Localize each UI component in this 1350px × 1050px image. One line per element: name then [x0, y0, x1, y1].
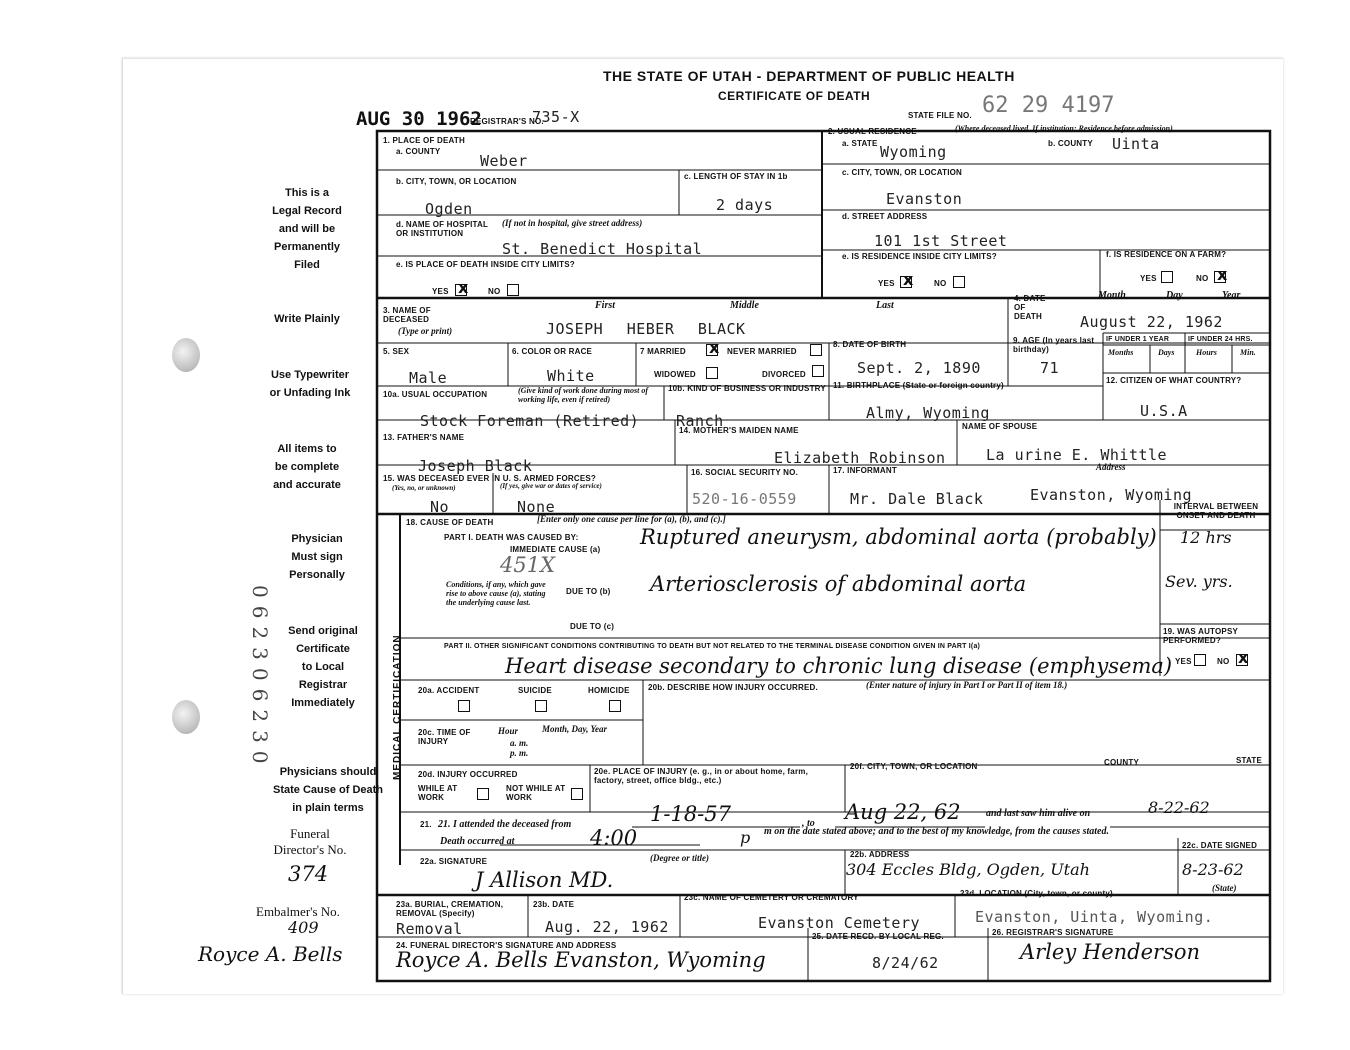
- typewriter-line: Use Typewriter: [270, 369, 350, 381]
- hospital-note: (If not in hospital, give street address): [502, 218, 643, 228]
- due-b-value: Arteriosclerosis of abdominal aorta: [650, 572, 1027, 596]
- father-label: 13. FATHER'S NAME: [383, 433, 465, 442]
- armed-forces-label: 15. WAS DECEASED EVER IN U. S. ARMED FORCES?: [383, 474, 596, 483]
- res-inside-no-checkbox[interactable]: [953, 276, 965, 288]
- autopsy-yes-checkbox[interactable]: [1194, 654, 1206, 666]
- married-label: 7 MARRIED: [640, 347, 686, 356]
- suicide-label: SUICIDE: [518, 686, 552, 695]
- informant-address-label: Address: [1096, 462, 1126, 472]
- res-state-value: Wyoming: [880, 143, 947, 161]
- legal-line: Permanently: [273, 241, 341, 253]
- state-file-number: 62 29 4197: [982, 93, 1115, 118]
- funeral-director-signature-label: 24. FUNERAL DIRECTOR'S SIGNATURE AND ADDRESS: [396, 941, 617, 950]
- residence-label: 2. USUAL RESIDENCE: [828, 127, 917, 136]
- birth-label: 8. DATE OF BIRTH: [833, 340, 907, 349]
- embalmer-number: 409: [288, 918, 319, 937]
- place-of-injury-label: 20e. PLACE OF INJURY (e. g., in or about home, farm, factory, street, office bldg., etc.): [594, 767, 808, 785]
- send-line: Registrar: [298, 679, 348, 691]
- embalmer-label: Embalmer's No.: [256, 904, 340, 919]
- last-seen-label: and last saw him alive on: [986, 808, 1091, 819]
- farm-no-label: NO: [1196, 274, 1209, 283]
- informant-label: 17. INFORMANT: [833, 466, 897, 475]
- armed-value: No: [430, 498, 450, 516]
- death-inside-yes-label: YES: [432, 287, 449, 296]
- funeral-label-line: Funeral: [290, 826, 330, 841]
- complete-line: All items to: [277, 443, 337, 455]
- send-line: Immediately: [291, 697, 355, 709]
- physician-line: Must sign: [291, 551, 343, 563]
- farm-label: f. IS RESIDENCE ON A FARM?: [1106, 250, 1227, 259]
- death-city-value: Ogden: [425, 200, 473, 218]
- side-signature: Royce A. Bells: [198, 942, 343, 966]
- occupation-note: (Give kind of work done during most of working life, even if retired): [518, 386, 649, 404]
- farm-no-mark: x: [1217, 265, 1228, 284]
- accident-label: 20a. ACCIDENT: [418, 686, 480, 695]
- due-c-label: DUE TO (c): [570, 622, 615, 631]
- burial-label: 23a. BURIAL, CREMATION, REMOVAL (Specify): [396, 900, 504, 918]
- business-label: 10b. KIND OF BUSINESS OR INDUSTRY: [668, 384, 826, 393]
- months-label: Months: [1108, 348, 1134, 357]
- injury-city-label: 20f. CITY, TOWN, OR LOCATION: [850, 762, 978, 771]
- death-inside-no-label: NO: [488, 287, 501, 296]
- hospital-label: d. NAME OF HOSPITAL OR INSTITUTION: [396, 220, 488, 238]
- hour-label: Hour: [498, 726, 519, 736]
- registrar-signature: Arley Henderson: [1020, 940, 1201, 964]
- res-inside-yes-mark: x: [903, 270, 914, 289]
- occupation-label: 10a. USUAL OCCUPATION: [383, 390, 488, 399]
- funeral-director-number: 374: [288, 862, 329, 886]
- homicide-label: HOMICIDE: [588, 686, 630, 695]
- registrar-signature-label: 26. REGISTRAR'S SIGNATURE: [992, 928, 1114, 937]
- deceased-name-value: JOSEPH HEBER BLACK: [546, 320, 746, 338]
- ssn-value: 520-16-0559: [692, 490, 797, 508]
- place-of-death-label: 1. PLACE OF DEATH: [383, 136, 465, 145]
- farm-yes-label: YES: [1140, 274, 1157, 283]
- immediate-cause-label: IMMEDIATE CAUSE (a): [510, 545, 601, 554]
- complete-line: be complete: [274, 461, 340, 473]
- location-state-label: (State): [1212, 883, 1237, 893]
- first-label: First: [595, 300, 616, 311]
- write-plainly-note: Write Plainly: [274, 313, 340, 325]
- physician-line: Personally: [289, 569, 345, 581]
- registrar-label: REGISTRAR'S NO.: [470, 117, 544, 126]
- armed-note-2: (If yes, give war or dates of service): [500, 482, 602, 490]
- dod-day-label: Day: [1166, 290, 1183, 301]
- autopsy-no-mark: x: [1238, 648, 1249, 667]
- location-value: Evanston, Uinta, Wyoming.: [975, 908, 1214, 926]
- icd-code: 451X: [500, 553, 556, 577]
- injury-desc-label: 20b. DESCRIBE HOW INJURY OCCURRED.: [648, 683, 818, 692]
- due-b-label: DUE TO (b): [566, 587, 611, 596]
- registrar-number: 735-X: [532, 108, 580, 126]
- death-county-value: Weber: [480, 152, 528, 170]
- armed-note-1: (Yes, no, or unknown): [392, 484, 456, 492]
- burial-date-label: 23b. DATE: [533, 900, 575, 909]
- citizen-value: U.S.A: [1140, 402, 1188, 420]
- birthplace-value: Almy, Wyoming: [866, 404, 990, 422]
- under1-label: IF UNDER 1 YEAR: [1106, 336, 1170, 343]
- res-city-value: Evanston: [886, 190, 963, 208]
- complete-line: and accurate: [273, 479, 341, 491]
- cause-of-death-label: 18. CAUSE OF DEATH: [406, 518, 494, 527]
- suicide-checkbox[interactable]: [535, 700, 547, 712]
- date-of-death-value: August 22, 1962: [1080, 313, 1223, 331]
- funeral-director-signature: Royce A. Bells Evanston, Wyoming: [396, 948, 766, 972]
- date-signed-value: 8-23-62: [1182, 860, 1244, 879]
- send-line: to Local: [301, 661, 345, 673]
- attendance-statement: m on the date stated above; and to the best of my knowledge, from the causes stated.: [764, 826, 1109, 837]
- death-pm-value: p: [740, 828, 751, 847]
- armed-service-value: None: [517, 498, 556, 516]
- ssn-label: 16. SOCIAL SECURITY NO.: [691, 468, 798, 477]
- cause-note-line: State Cause of Death: [272, 784, 384, 796]
- res-inside-yes-label: YES: [878, 279, 895, 288]
- funeral-label-line: Director's No.: [273, 842, 347, 857]
- age-value: 71: [1040, 359, 1060, 377]
- deceased-name-note: (Type or print): [398, 326, 453, 336]
- to-label: , to: [802, 818, 815, 829]
- res-street-label: d. STREET ADDRESS: [842, 212, 928, 221]
- citizen-label: 12. CITIZEN OF WHAT COUNTRY?: [1106, 376, 1242, 385]
- dod-year-label: Year: [1222, 290, 1241, 301]
- last-seen-value: 8-22-62: [1148, 798, 1210, 817]
- while-at-work-label: WHILE AT WORK: [418, 784, 458, 802]
- cause-note-line: Physicians should: [279, 766, 377, 778]
- part1-label: PART I. DEATH WAS CAUSED BY:: [444, 533, 579, 542]
- certificate-title: THE STATE OF UTAH - DEPARTMENT OF PUBLIC HEALTH: [603, 68, 1015, 84]
- degree-label: (Degree or title): [650, 853, 709, 863]
- death-time-value: 4:00: [590, 826, 638, 850]
- while-at-work-checkbox[interactable]: [477, 788, 489, 800]
- time-of-injury-label: 20c. TIME OF INJURY: [418, 728, 471, 746]
- attended-to-value: Aug 22, 62: [845, 800, 961, 824]
- injury-county-label: COUNTY: [1104, 758, 1139, 767]
- birthplace-label: 11. BIRTHPLACE (State or foreign country): [833, 381, 1004, 390]
- state-file-label: STATE FILE NO.: [908, 111, 972, 120]
- residence-note: (Where deceased lived. If institution: Residence before admission): [955, 124, 1173, 133]
- death-inside-yes-mark: x: [458, 278, 469, 297]
- father-value: Joseph Black: [418, 457, 533, 475]
- location-label: 23d. LOCATION (City, town, or county): [960, 889, 1113, 898]
- res-inside-city-label: e. IS RESIDENCE INSIDE CITY LIMITS?: [842, 252, 997, 261]
- interval-b-value: Sev. yrs.: [1165, 572, 1233, 591]
- interval-a-value: 12 hrs: [1180, 528, 1232, 547]
- city-label: b. CITY, TOWN, OR LOCATION: [396, 177, 517, 186]
- divorced-label: DIVORCED: [762, 370, 806, 379]
- attended-number: 21.: [420, 820, 432, 829]
- res-state-label: a. STATE: [842, 139, 878, 148]
- widowed-label: WIDOWED: [654, 370, 696, 379]
- interval-label: INTERVAL BETWEEN ONSET AND DEATH: [1173, 502, 1259, 520]
- min-label: Min.: [1240, 348, 1256, 357]
- occupation-value: Stock Foreman (Retired): [420, 412, 640, 430]
- injury-occurred-label: 20d. INJURY OCCURRED: [418, 770, 518, 779]
- res-city-label: c. CITY, TOWN, OR LOCATION: [842, 168, 963, 177]
- middle-label: Middle: [730, 300, 759, 311]
- dod-month-label: Month: [1098, 290, 1126, 301]
- mother-value: Elizabeth Robinson: [774, 449, 946, 467]
- date-of-death-label: 4. DATE OF DEATH: [1014, 294, 1046, 321]
- age-label: 9. AGE (In years last birthday): [1013, 336, 1095, 354]
- typewriter-line: or Unfading Ink: [269, 387, 351, 399]
- mother-label: 14. MOTHER'S MAIDEN NAME: [679, 426, 799, 435]
- never-married-label: NEVER MARRIED: [727, 347, 797, 356]
- last-label: Last: [876, 300, 894, 311]
- date-received-label: 25. DATE RECD. BY LOCAL REG.: [812, 932, 944, 941]
- death-inside-no-checkbox[interactable]: [507, 284, 519, 296]
- days-label: Days: [1158, 348, 1175, 357]
- divorced-checkbox[interactable]: [812, 365, 824, 377]
- am-pm-label: a. m. p. m.: [510, 738, 529, 758]
- date-stamp: AUG 30 1962: [356, 108, 482, 130]
- attended-label: 21. I attended the deceased from: [438, 819, 572, 830]
- spouse-label: NAME OF SPOUSE: [962, 422, 1038, 431]
- birth-value: Sept. 2, 1890: [857, 359, 981, 377]
- signature-label: 22a. SIGNATURE: [420, 857, 488, 866]
- certificate-subtitle: CERTIFICATE OF DEATH: [718, 89, 871, 103]
- date-signed-label: 22c. DATE SIGNED: [1182, 841, 1258, 850]
- widowed-checkbox[interactable]: [706, 367, 718, 379]
- res-county-label: b. COUNTY: [1048, 139, 1093, 148]
- physician-line: Physician: [291, 533, 343, 545]
- physician-address-label: 22b. ADDRESS: [850, 850, 910, 859]
- death-occurred-label: Death occurred at: [440, 836, 515, 847]
- business-value: Ranch: [676, 412, 724, 430]
- legal-line: Filed: [294, 259, 320, 271]
- burial-value: Removal: [396, 920, 463, 938]
- injury-state-label: STATE: [1236, 756, 1263, 765]
- under24-label: IF UNDER 24 HRS.: [1188, 336, 1253, 343]
- cause-of-death-note: [Enter only one cause per line for (a), (b), and (c).]: [537, 514, 726, 524]
- legal-line: This is a: [284, 187, 330, 199]
- burial-date-value: Aug. 22, 1962: [545, 918, 669, 936]
- autopsy-label: 19. WAS AUTOPSY PERFORMED?: [1163, 627, 1238, 645]
- part2-value: Heart disease secondary to chronic lung disease (emphysema): [505, 654, 1173, 678]
- spouse-value: La urine E. Whittle: [986, 446, 1168, 464]
- mdy-label: Month, Day, Year: [542, 724, 608, 734]
- accident-checkbox[interactable]: [458, 700, 470, 712]
- informant-address-value: Evanston, Wyoming: [1030, 486, 1193, 504]
- never-married-checkbox[interactable]: [810, 344, 822, 356]
- part2-label: PART II. OTHER SIGNIFICANT CONDITIONS CONTRIBUTING TO DEATH BUT NOT RELATED TO THE TERMINAL DISEASE CONDITION GIVEN IN PART I(a): [444, 643, 981, 650]
- not-while-label: NOT WHILE AT WORK: [506, 784, 566, 802]
- conditions-note: Conditions, if any, which gave rise to above cause (a), stating the underlying cause last.: [446, 580, 546, 607]
- autopsy-yes-label: YES: [1175, 657, 1192, 666]
- county-label: a. COUNTY: [396, 147, 441, 156]
- race-label: 6. COLOR OR RACE: [512, 347, 593, 356]
- legal-line: and will be: [278, 223, 336, 235]
- hospital-value: St. Benedict Hospital: [502, 240, 703, 258]
- physician-address-value: 304 Eccles Bldg, Ogden, Utah: [846, 860, 1090, 879]
- injury-desc-note: (Enter nature of injury in Part I or Part II of item 18.): [866, 680, 1068, 690]
- death-inside-city-label: e. IS PLACE OF DEATH INSIDE CITY LIMITS?: [396, 260, 575, 269]
- hours-label: Hours: [1196, 348, 1217, 357]
- res-street-value: 101 1st Street: [874, 232, 1008, 250]
- medical-certification-label: MEDICAL CERTIFICATION: [392, 634, 403, 780]
- stay-label: c. LENGTH OF STAY IN 1b: [684, 172, 788, 181]
- informant-value: Mr. Dale Black: [850, 490, 984, 508]
- physician-signature: J Allison MD.: [475, 868, 614, 892]
- married-mark: x: [709, 338, 720, 357]
- farm-yes-checkbox[interactable]: [1161, 271, 1173, 283]
- attended-from-value: 1-18-57: [650, 802, 731, 826]
- cemetery-value: Evanston Cemetery: [758, 914, 921, 932]
- res-county-value: Uinta: [1112, 135, 1160, 153]
- send-line: Send original: [288, 625, 358, 637]
- stay-value: 2 days: [716, 196, 774, 214]
- race-value: White: [547, 367, 595, 385]
- sex-label: 5. SEX: [383, 347, 410, 356]
- not-while-checkbox[interactable]: [571, 788, 583, 800]
- legal-line: Legal Record: [272, 205, 342, 217]
- vertical-file-number: 062306230: [248, 585, 272, 772]
- res-inside-no-label: NO: [934, 279, 947, 288]
- date-received-value: 8/24/62: [872, 954, 939, 972]
- cemetery-label: 23c. NAME OF CEMETERY OR CREMATORY: [684, 893, 859, 902]
- send-line: Certificate: [296, 643, 350, 655]
- cause-note-line: in plain terms: [292, 802, 364, 814]
- homicide-checkbox[interactable]: [609, 700, 621, 712]
- immediate-cause-value: Ruptured aneurysm, abdominal aorta (probably): [640, 525, 1157, 549]
- autopsy-no-label: NO: [1217, 657, 1230, 666]
- sex-value: Male: [409, 369, 448, 387]
- deceased-name-label: 3. NAME OF DECEASED: [383, 306, 431, 324]
